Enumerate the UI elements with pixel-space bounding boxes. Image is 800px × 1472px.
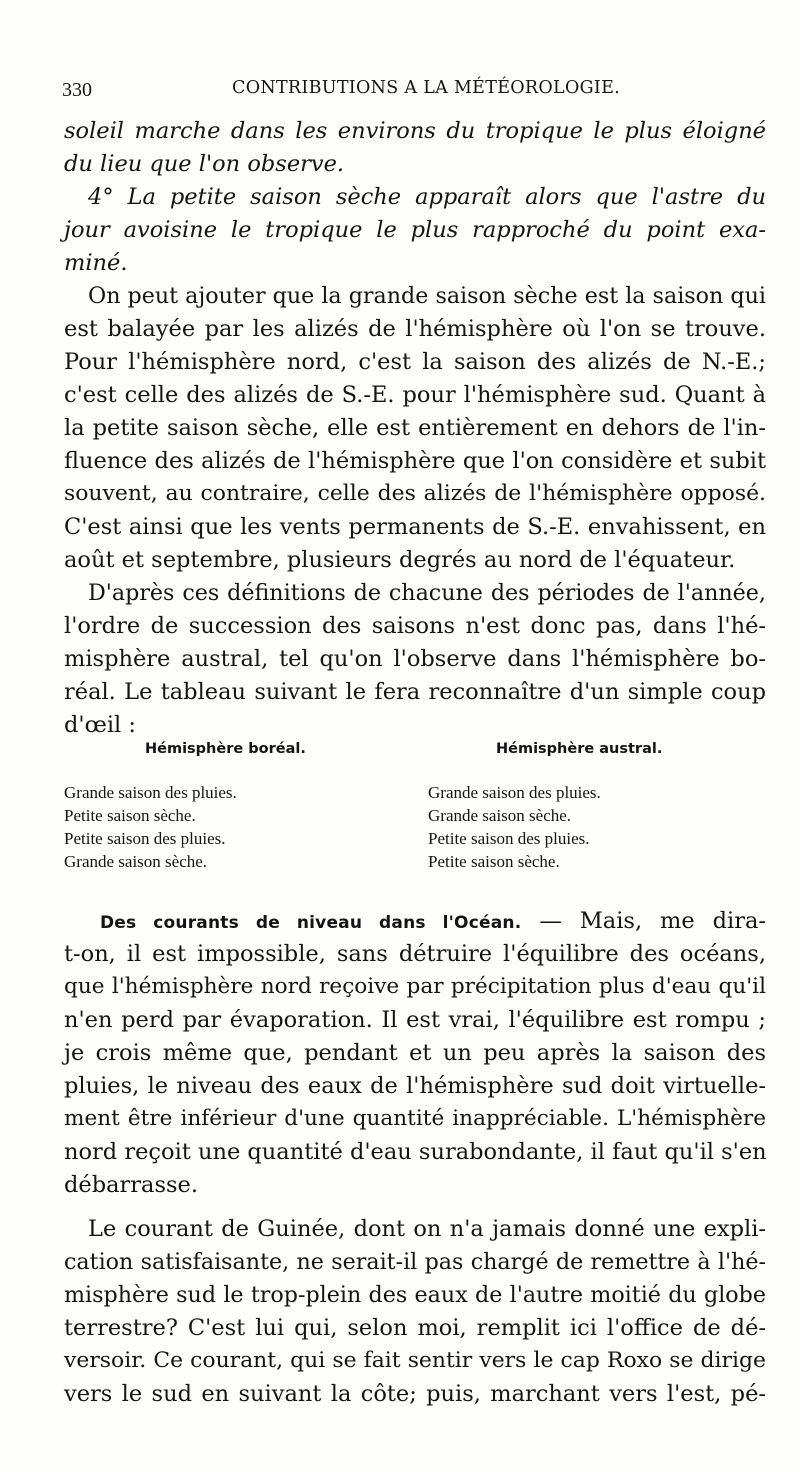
text-line: est balayée par les alizés de l'hémisphère où l'on se trouve. (64, 316, 766, 342)
text-line: pluies, le niveau des eaux de l'hémisphère sud doit virtuelle- (64, 1073, 766, 1099)
text-line: d'œil : (64, 712, 136, 738)
text-line: débarrasse. (64, 1172, 199, 1198)
text-line: t-on, il est impossible, sans détruire l'équilibre des océans, (64, 941, 766, 967)
text-line: jour avoisine le tropique le plus rapproché du point exa- (64, 217, 766, 243)
text-line: que l'hémisphère nord reçoive par précipitation plus d'eau qu'il (64, 974, 766, 999)
text-line: C'est ainsi que les vents permanents de S.-E. envahissent, en (64, 514, 766, 540)
text-line: n'en perd par évaporation. Il est vrai, l'équilibre est rompu ; (64, 1007, 766, 1033)
text-line: la petite saison sèche, elle est entièrement en dehors de l'in- (64, 415, 766, 441)
text-line: vers le sud en suivant la côte; puis, marchant vers l'est, pé- (64, 1381, 766, 1407)
text-line: misphère sud le trop-plein des eaux de l'autre moitié du globe (64, 1282, 766, 1308)
text-line: c'est celle des alizés de S.-E. pour l'hémisphère sud. Quant à (64, 382, 766, 408)
table-cell: Grande saison des pluies. (428, 783, 601, 802)
table-cell: Grande saison sèche. (64, 852, 208, 871)
text-line: misphère austral, tel qu'on l'observe dans l'hémisphère bo- (64, 646, 766, 672)
text-line: miné. (64, 250, 128, 276)
text-line: août et septembre, plusieurs degrés au nord de l'équateur. (64, 547, 736, 573)
table-cell: Grande saison sèche. (428, 806, 572, 825)
text-line: D'après ces définitions de chacune des périodes de l'année, (88, 580, 766, 606)
column-header-boreal: Hémisphère boréal. (145, 741, 306, 757)
text-line: Pour l'hémisphère nord, c'est la saison des alizés de N.-E.; (64, 349, 766, 375)
text-line: fluence des alizés de l'hémisphère que l'on considère et subit (64, 448, 766, 474)
column-header-austral: Hémisphère austral. (496, 741, 663, 757)
text-line: je crois même que, pendant et un peu après la saison des (64, 1040, 766, 1066)
text-line: cation satisfaisante, ne serait-il pas chargé de remettre à l'hé- (64, 1249, 766, 1275)
text-line: l'ordre de succession des saisons n'est donc pas, dans l'hé- (64, 613, 766, 639)
text-line: du lieu que l'on observe. (64, 151, 345, 177)
text-line: soleil marche dans les environs du tropique le plus éloigné (64, 118, 766, 144)
table-cell: Petite saison des pluies. (64, 829, 226, 848)
text-line: Le courant de Guinée, dont on n'a jamais donné une expli- (88, 1216, 766, 1242)
text-line: On peut ajouter que la grande saison sèche est la saison qui (88, 283, 766, 309)
page-number: 330 (62, 79, 92, 101)
text-line: nord reçoit une quantité d'eau surabondante, il faut qu'il s'en (64, 1139, 767, 1165)
text-line: 4° La petite saison sèche apparaît alors que l'astre du (88, 184, 766, 210)
text-line: ment être inférieur d'une quantité inappréciable. L'hémisphère (64, 1106, 766, 1131)
section-first-line-rest: — Mais, me dira- (539, 908, 767, 934)
section-first-line (100, 910, 766, 933)
table-cell: Petite saison des pluies. (428, 829, 590, 848)
table-cell: Petite saison sèche. (64, 806, 196, 825)
table-cell: Grande saison des pluies. (64, 783, 237, 802)
text-line: terrestre? C'est lui qui, selon moi, remplit ici l'office de dé- (64, 1315, 766, 1341)
running-title: CONTRIBUTIONS A LA MÉTÉOROLOGIE. (232, 78, 621, 98)
text-line: réal. Le tableau suivant le fera reconnaître d'un simple coup (64, 679, 766, 705)
section-title: Des courants de niveau dans l'Océan. (100, 913, 522, 933)
text-line: versoir. Ce courant, qui se fait sentir vers le cap Roxo se dirige (64, 1348, 766, 1373)
table-cell: Petite saison sèche. (428, 852, 560, 871)
text-line: souvent, au contraire, celle des alizés de l'hémisphère opposé. (64, 481, 766, 506)
